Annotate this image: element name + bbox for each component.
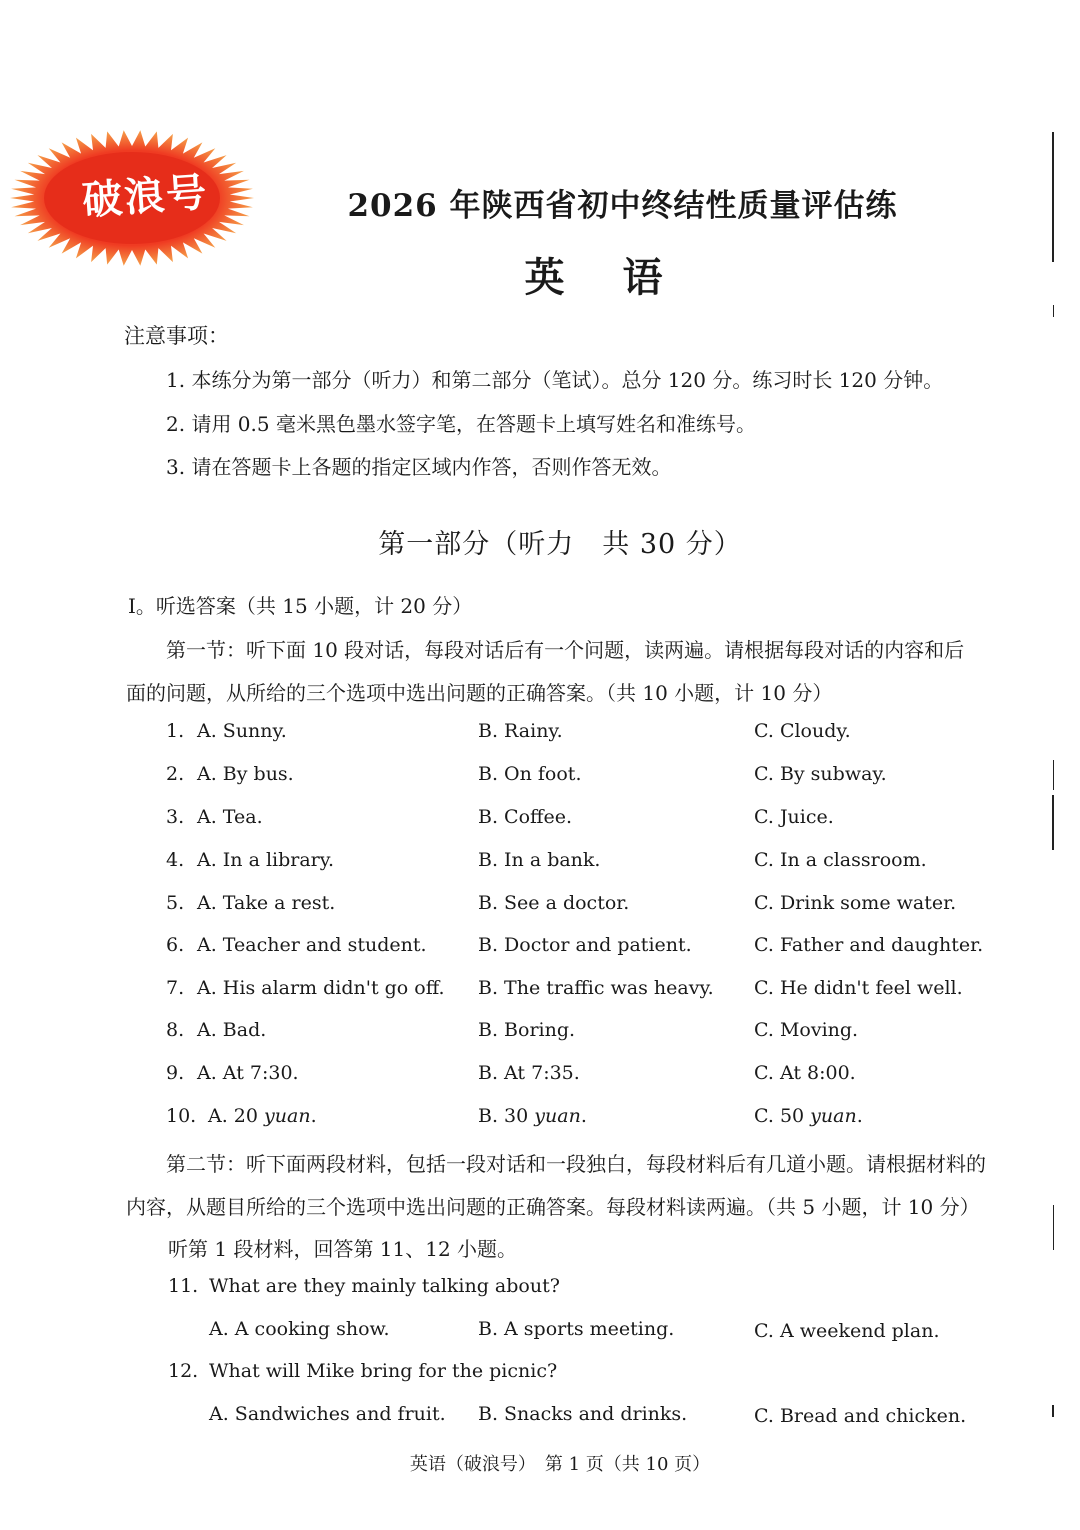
scan-edge-mark xyxy=(1053,760,1054,790)
page-footer: 英语（破浪号） 第 1 页（共 10 页） xyxy=(409,1454,711,1475)
option-a: A. Sunny. xyxy=(197,720,287,742)
question-number: 3. xyxy=(166,806,185,828)
option-b: B. Rainy. xyxy=(478,720,563,742)
option-c: C. At 8:00. xyxy=(754,1062,856,1084)
option-a: A. At 7:30. xyxy=(197,1062,299,1084)
question-stem: What are they mainly talking about? xyxy=(209,1275,560,1297)
option-a: A. Teacher and student. xyxy=(197,934,427,956)
option-c: C. Father and daughter. xyxy=(754,934,984,956)
option-a: A. His alarm didn't go off. xyxy=(197,977,445,999)
question-number: 1. xyxy=(166,720,185,742)
question-number: 9. xyxy=(166,1062,185,1084)
option-a: A. A cooking show. xyxy=(209,1318,390,1340)
option-c: C. By subway. xyxy=(754,763,887,785)
question-number: 4. xyxy=(166,849,185,871)
option-a: A. 20 yuan. xyxy=(208,1105,317,1127)
scan-edge-mark xyxy=(1052,795,1054,850)
subject-title: 英语 xyxy=(524,254,721,301)
material-intro: 听第 1 段材料，回答第 11、12 小题。 xyxy=(168,1237,518,1261)
exam-title: 2026 年陕西省初中终结性质量评估练 xyxy=(347,188,898,224)
option-a: A. Sandwiches and fruit. xyxy=(209,1403,446,1425)
option-c: C. A weekend plan. xyxy=(754,1320,940,1342)
option-c: C. He didn't feel well. xyxy=(754,977,963,999)
option-b: B. See a doctor. xyxy=(478,892,630,914)
option-a: A. By bus. xyxy=(197,763,294,785)
question-number: 12. xyxy=(168,1360,199,1382)
option-a: A. Bad. xyxy=(197,1019,267,1041)
question-number: 5. xyxy=(166,892,185,914)
option-b: B. Doctor and patient. xyxy=(478,934,692,956)
badge-label: 破浪号 xyxy=(80,169,210,225)
option-a: A. Tea. xyxy=(197,806,263,828)
scan-edge-mark xyxy=(1053,305,1054,317)
scan-edge-mark xyxy=(1053,1205,1054,1250)
option-b: B. Coffee. xyxy=(478,806,573,828)
option-a: A. In a library. xyxy=(197,849,335,871)
notice-item: 2. 请用 0.5 毫米黑色墨水签字笔，在答题卡上填写姓名和准练号。 xyxy=(166,412,756,436)
option-b: B. In a bank. xyxy=(478,849,601,871)
part-title: 第一部分（听力 共 30 分） xyxy=(378,529,742,560)
question-number: 8. xyxy=(166,1019,185,1041)
option-c: C. 50 yuan. xyxy=(754,1105,863,1127)
option-b: B. Snacks and drinks. xyxy=(478,1403,688,1425)
option-c: C. In a classroom. xyxy=(754,849,927,871)
section-heading: Ⅰ。听选答案（共 15 小题，计 20 分） xyxy=(128,594,473,618)
notice-heading: 注意事项： xyxy=(124,324,229,348)
scan-edge-mark xyxy=(1052,1405,1054,1417)
option-b: B. At 7:35. xyxy=(478,1062,580,1084)
option-b: B. 30 yuan. xyxy=(478,1105,587,1127)
question-number: 11. xyxy=(168,1275,199,1297)
section2-intro-line: 第二节：听下面两段材料，包括一段对话和一段独白，每段材料后有几道小题。请根据材料的 xyxy=(166,1152,986,1176)
option-b: B. The traffic was heavy. xyxy=(478,977,714,999)
option-c: C. Juice. xyxy=(754,806,834,828)
question-stem: What will Mike bring for the picnic? xyxy=(209,1360,558,1382)
section1-intro-line: 第一节：听下面 10 段对话，每段对话后有一个问题，读两遍。请根据每段对话的内容和后 xyxy=(166,638,965,662)
option-c: C. Moving. xyxy=(754,1019,859,1041)
question-number: 7. xyxy=(166,977,185,999)
question-number: 2. xyxy=(166,763,185,785)
option-c: C. Cloudy. xyxy=(754,720,851,742)
section1-intro-line: 面的问题，从所给的三个选项中选出问题的正确答案。（共 10 小题，计 10 分） xyxy=(126,681,833,705)
option-c: C. Drink some water. xyxy=(754,892,957,914)
section2-intro-line: 内容，从题目所给的三个选项中选出问题的正确答案。每段材料读两遍。（共 5 小题，计 10 分） xyxy=(126,1195,980,1219)
option-b: B. A sports meeting. xyxy=(478,1318,675,1340)
notice-item: 1. 本练分为第一部分（听力）和第二部分（笔试）。总分 120 分。练习时长 120 分钟。 xyxy=(166,368,944,392)
option-b: B. On foot. xyxy=(478,763,582,785)
option-a: A. Take a rest. xyxy=(197,892,336,914)
option-b: B. Boring. xyxy=(478,1019,576,1041)
notice-item: 3. 请在答题卡上各题的指定区域内作答，否则作答无效。 xyxy=(166,455,672,479)
question-number: 6. xyxy=(166,934,185,956)
option-c: C. Bread and chicken. xyxy=(754,1405,967,1427)
question-number: 10. xyxy=(166,1105,197,1127)
